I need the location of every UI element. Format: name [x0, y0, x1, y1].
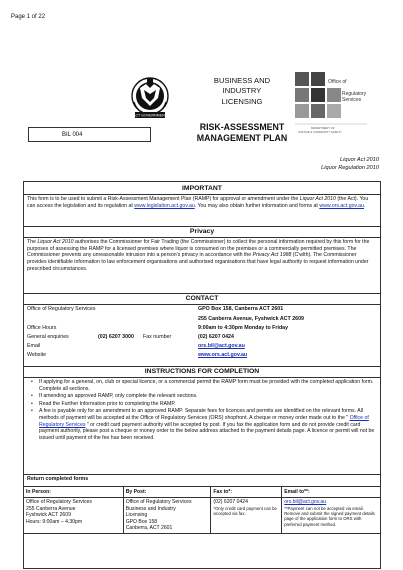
important-heading: IMPORTANT [182, 185, 222, 192]
divider [23, 366, 381, 367]
contact-website-label: Website [27, 352, 47, 358]
division-title-line2: INDUSTRY LICENSING [221, 86, 263, 106]
contact-street-address: 255 Canberra Avenue, Fyshwick ACT 2609 [198, 316, 304, 322]
form-code: BIL 004 [62, 131, 83, 138]
contact-hours-value: 9:00am to 4:30pm Monday to Friday [198, 325, 289, 331]
privacy-text: The Liquor Act 2010 authorises the Commissioner for Fair Trading (the Commissioner) to collect the personal information required by this form for the purposes of assessing the RAMP for a licensed premises where liquor is consumed on the premises or a commercially permitted premises. The Commissioner prevents any unreasonable intrusion into a person's privacy in accordance with the Privacy Act 1988 (C'wlth). The Commissioner provides identifiable information to law enforcement organisations and authorised organisations that have legal authority to request information under prescribed circumstances. [27, 239, 370, 272]
email-cell: ors.bil@act.gov.au **Payment can not be accepted via email. Remove and submit the signed payment details page of the application form to ORS with preferred payment method. [282, 497, 381, 534]
privacy-heading: Privacy [189, 228, 215, 235]
contact-enquiries-label: General enquiries [27, 334, 69, 340]
divider [23, 377, 381, 378]
contact-postal-address: GPO Box 158, Canberra ACT 2601 [198, 306, 284, 312]
divider [23, 194, 381, 195]
document-title-line2: MANAGEMENT PLAN [196, 133, 288, 144]
by-post-cell: Office of Regulatory Services Business and Industry Licensing GPO Box 158 Canberra, ACT 2601 [123, 497, 211, 534]
table-header-by-post: By Post: [123, 487, 211, 498]
divider [23, 304, 381, 305]
table-row [24, 497, 381, 534]
list-item: • If applying for a general, on, club or special licence, or a commercial permit the RAMP form must be provided with the completed application form. Complete all sections. [31, 379, 377, 392]
contact-heading: CONTACT [185, 295, 219, 302]
ors-payee-link[interactable]: Office of Regulatory Services [39, 414, 369, 428]
document-title-line1: RISK-ASSESSMENT [199, 122, 285, 132]
divider [23, 237, 381, 238]
return-forms-heading: Return completed forms [27, 476, 89, 482]
svg-text:Regulatory: Regulatory [342, 91, 367, 97]
ors-logo [295, 72, 367, 144]
divider [23, 226, 381, 227]
contact-office-label: Office of Regulatory Services [27, 306, 96, 312]
svg-text:JUSTICE & COMMUNITY SAFETY: JUSTICE & COMMUNITY SAFETY [298, 130, 342, 134]
legislation-references [321, 156, 379, 173]
liquor-regulation-reference: Liquor Regulation 2010 [321, 165, 379, 172]
division-title-line1: BUSINESS AND [213, 76, 271, 85]
contact-email-link[interactable]: ors.bil@act.gov.au [198, 343, 245, 349]
list-item: • If amending an approved RAMP, only complete the relevant sections. [31, 393, 377, 400]
act-government-crest-logo [126, 74, 174, 124]
return-email-link[interactable]: ors.bil@act.gov.au [284, 499, 327, 506]
legislation-link[interactable]: www.legislation.act.gov.au [134, 202, 195, 209]
liquor-act-reference: Liquor Act 2010 [340, 157, 379, 163]
contact-website-link[interactable]: www.ors.act.gov.au [198, 352, 248, 358]
contact-hours-label: Office Hours [27, 325, 57, 331]
instructions-list [31, 379, 377, 442]
form-code-box [28, 127, 151, 142]
division-title [207, 76, 277, 107]
ors-website-link[interactable]: www.ors.act.gov.au [319, 202, 364, 209]
contact-email-label: Email [27, 343, 41, 349]
divider [23, 474, 381, 475]
page-number: Page 1 of 22 [11, 14, 46, 20]
list-item: • A fee is payable only for an amendment to an approved RAMP. Separate fees for licences and permits are identified on the relevant forms. All methods of payment will be accepted at the Office of Regulatory Services (ORS) shopfront. A cheque or money order made out to the " Office of Regulatory Services " or credit card payment authority will be accepted by post. If you fax the application form and do not provide credit card payment authority, please post a cheque or money order to the below address attached to the payment details page. A licence or permit will not be issued until payment of the fee has been received. [31, 408, 377, 441]
svg-text:Services: Services [342, 97, 362, 103]
in-person-cell: Office of Regulatory Services 255 Canberra Avenue Fyshwick ACT 2609 Hours: 9:00am – 4.30pm [24, 497, 124, 534]
table-header-in-person: In Person: [24, 487, 124, 498]
divider [23, 293, 381, 294]
contact-fax-value: (02) 6207 0424 [198, 334, 234, 340]
contact-fax-label: Fax number [143, 334, 172, 340]
instructions-heading: INSTRUCTIONS FOR COMPLETION [144, 368, 260, 375]
table-row [24, 487, 381, 498]
table-header-email: Email to**: [282, 487, 381, 498]
return-forms-table [23, 486, 381, 534]
table-header-fax: Fax to*: [211, 487, 282, 498]
contact-enquiries-phone: (02) 6207 3000 [98, 334, 134, 340]
svg-text:ACT GOVERNMENT: ACT GOVERNMENT [133, 113, 167, 118]
fax-cell: (02) 6207 0424 *Only credit card payment can be accepted via fax. [211, 497, 282, 534]
svg-text:Office of: Office of [328, 79, 347, 85]
svg-text:DEPARTMENT OF: DEPARTMENT OF [311, 126, 335, 130]
document-title [187, 122, 297, 145]
important-text: This form is to be used to submit a Risk-Assessment Management Plan (RAMP) for approval or amendment under the Liquor Act 2010 (the Act). You can access the legislation and its regulation at www.legislation.act.gov.au. You may also obtain further information and forms at www.ors.act.gov.au. [27, 196, 369, 209]
list-item: • Read the Further Information prior to completing the RAMP. [31, 401, 377, 408]
